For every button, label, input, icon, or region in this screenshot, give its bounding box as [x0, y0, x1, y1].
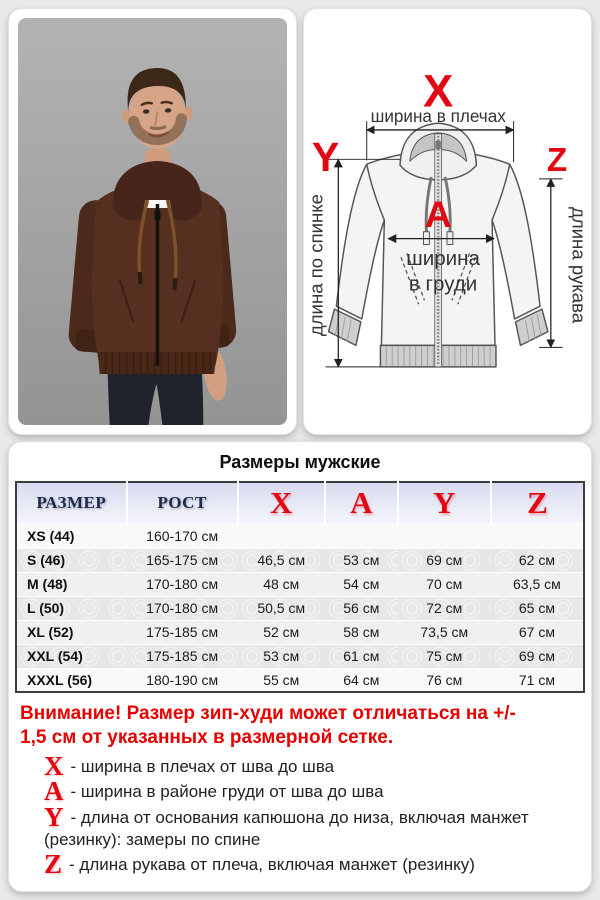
model-photo-illustration: [18, 18, 287, 425]
cell-size: XXL (54): [16, 644, 127, 668]
cell-z: [491, 524, 584, 548]
cell-height: 165-175 см: [127, 548, 238, 572]
cell-y: [398, 524, 491, 548]
legend-text-a: - ширина в районе груди от шва до шва: [70, 782, 384, 802]
model-photo: [18, 18, 287, 425]
legend-item-x: [44, 750, 549, 781]
cell-z: 63,5 см: [491, 572, 584, 596]
size-row-m: [16, 572, 584, 596]
product-photo-card: [8, 8, 297, 435]
cell-y: 76 см: [398, 668, 491, 692]
legend-item-y: [44, 801, 549, 852]
cell-height: 180-190 см: [127, 668, 238, 692]
x-label: ширина в плечах: [370, 106, 506, 127]
legend-text-y: - длина от основания капюшона до низа, включая манжет (резинку): замеры по спине: [44, 807, 529, 849]
cell-z: 65 см: [491, 596, 584, 620]
z-label: длина рукава: [568, 206, 589, 324]
size-warning: [20, 702, 580, 751]
col-header-x: X: [238, 482, 325, 524]
cell-size: XS (44): [16, 524, 127, 548]
measurement-legend: [14, 750, 586, 880]
cell-y: 70 см: [398, 572, 491, 596]
legend-item-z: [44, 849, 549, 880]
size-row-xl: [16, 620, 584, 644]
cell-a: 58 см: [325, 620, 398, 644]
cell-size: S (46): [16, 548, 127, 572]
size-warning-line2: 1,5 см от указанных в размерной сетке.: [20, 727, 394, 749]
legend-letter-a: A: [44, 776, 64, 807]
legend-text-z: - длина рукава от плеча, включая манжет (резинку): [69, 855, 475, 875]
cell-a: 64 см: [325, 668, 398, 692]
legend-letter-x: X: [44, 750, 64, 781]
cell-z: 71 см: [491, 668, 584, 692]
cell-z: 62 см: [491, 548, 584, 572]
legend-text-x: - ширина в плечах от шва до шва: [70, 756, 335, 776]
cell-a: 56 см: [325, 596, 398, 620]
legend-letter-y: Y: [44, 801, 64, 832]
cell-x: 53 см: [238, 644, 325, 668]
cell-x: 55 см: [238, 668, 325, 692]
col-header-y: Y: [398, 482, 491, 524]
cell-z: 69 см: [491, 644, 584, 668]
cell-size: M (48): [16, 572, 127, 596]
measurement-diagram-card: [303, 8, 592, 435]
cell-size: XL (52): [16, 620, 127, 644]
col-header-z: Z: [491, 482, 584, 524]
cell-x: 52 см: [238, 620, 325, 644]
cell-x: [238, 524, 325, 548]
cell-a: [325, 524, 398, 548]
size-chart-title: Размеры мужские: [219, 452, 381, 472]
cell-height: 170-180 см: [127, 596, 238, 620]
cell-z: 67 см: [491, 620, 584, 644]
cell-height: 175-185 см: [127, 644, 238, 668]
cell-height: 175-185 см: [127, 620, 238, 644]
cell-height: 160-170 см: [127, 524, 238, 548]
hoodie-measurement-diagram: [306, 11, 589, 432]
cell-size: L (50): [16, 596, 127, 620]
a-letter: A: [424, 192, 452, 235]
x-letter: X: [423, 65, 454, 117]
size-chart-card: [8, 441, 592, 892]
cell-y: 69 см: [398, 548, 491, 572]
size-row-l: [16, 596, 584, 620]
cell-x: 50,5 см: [238, 596, 325, 620]
size-row-xs: [16, 524, 584, 548]
a-label-line1: ширина: [406, 247, 480, 271]
legend-item-a: [44, 776, 549, 807]
cell-y: 75 см: [398, 644, 491, 668]
col-header-size: РАЗМЕР: [16, 482, 127, 524]
y-label: длина по спинке: [306, 194, 327, 337]
size-row-xxxl: [16, 668, 584, 692]
cell-a: 53 см: [325, 548, 398, 572]
size-table: [15, 481, 585, 693]
col-header-a: A: [325, 482, 398, 524]
size-row-xxl: [16, 644, 584, 668]
cell-size: XXXL (56): [16, 668, 127, 692]
z-letter: Z: [546, 142, 568, 180]
cell-y: 72 см: [398, 596, 491, 620]
y-letter: Y: [311, 134, 340, 181]
cell-x: 46,5 см: [238, 548, 325, 572]
a-label-line2: в груди: [408, 272, 478, 296]
size-row-s: [16, 548, 584, 572]
cell-x: 48 см: [238, 572, 325, 596]
cell-y: 73,5 см: [398, 620, 491, 644]
size-warning-line1: Внимание! Размер зип-худи может отличаться на +/-: [20, 703, 516, 724]
size-table-header-row: [16, 482, 584, 524]
top-row: [0, 0, 600, 435]
col-header-height: РОСТ: [127, 482, 238, 524]
legend-letter-z: Z: [44, 849, 63, 880]
cell-a: 54 см: [325, 572, 398, 596]
cell-height: 170-180 см: [127, 572, 238, 596]
cell-a: 61 см: [325, 644, 398, 668]
